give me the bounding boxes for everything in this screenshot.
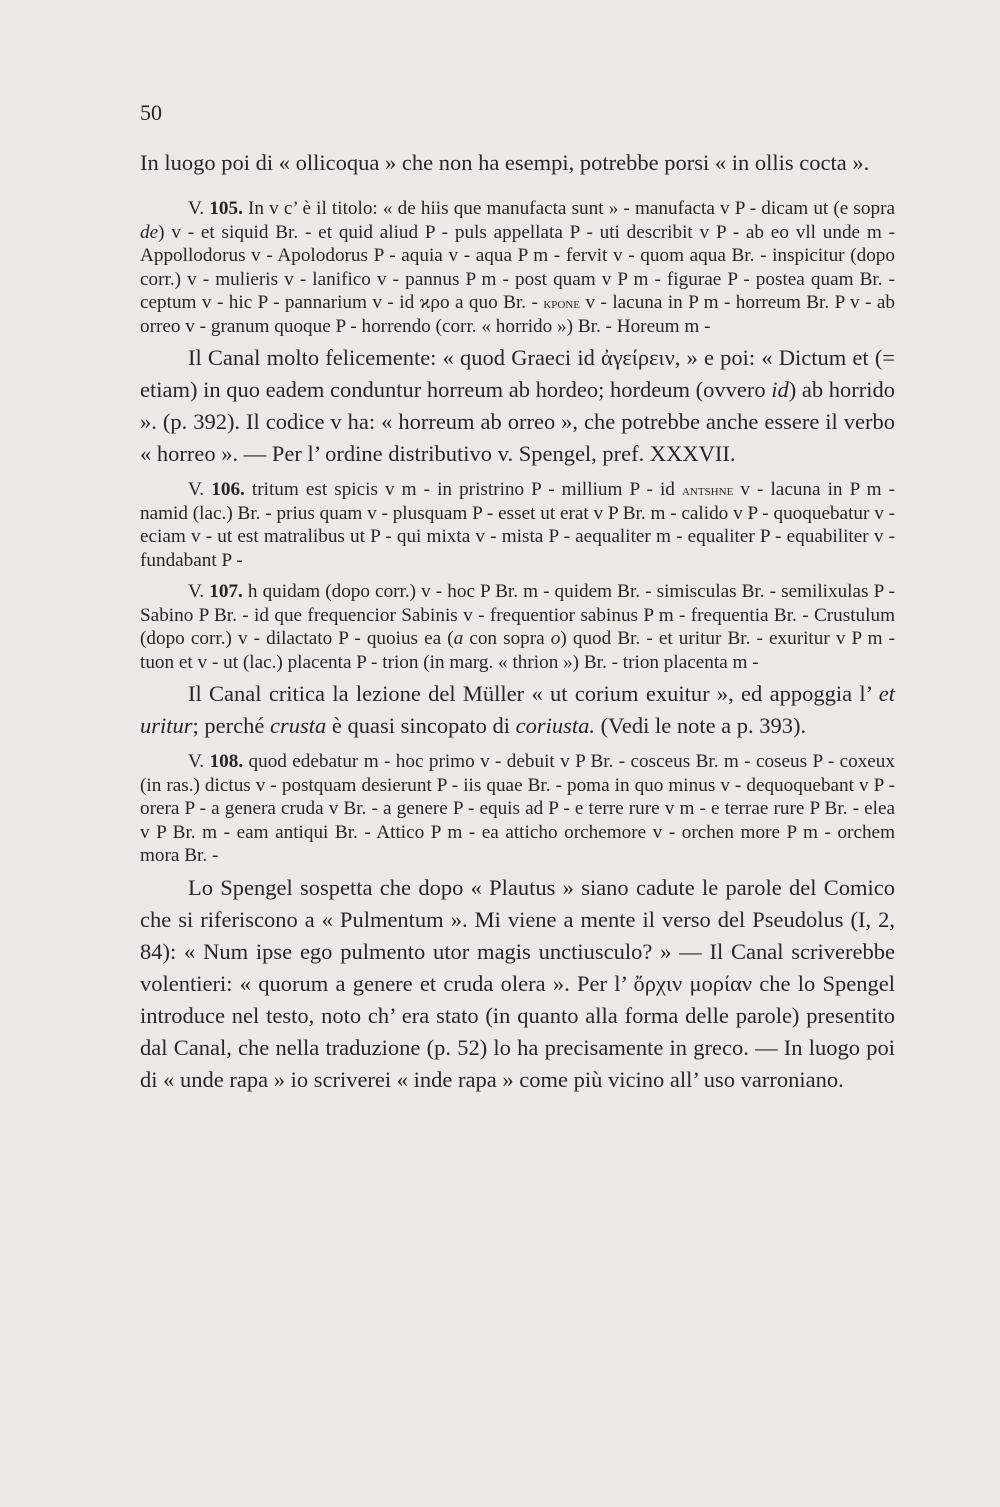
text-segment: ) ab horrido ». (p. 392). Il codice v ha: « horreum ab orreo », che potrebbe anche essere il verbo « horreo ». — Per l’ ordine distributivo v. Spengel, pref. XXXVII. [140,377,895,466]
verse-number: 105. [209,198,243,219]
text-segment: In v c’ è il titolo: « de hiis que manufacta sunt » - manufacta v P - dicam ut (e sopra [242,198,895,219]
verse-number: 107. [209,581,243,602]
note-v105 [140,197,895,338]
para-canal-muller [140,678,895,742]
para-ollicoqua [140,147,895,179]
text-segment: V. [188,479,212,500]
text-segment: coriusta. [515,713,595,738]
text-segment: V. [188,198,210,219]
text-segment: v - lacuna in P m - namid (lac.) Br. - prius quam v - plusquam P - esset ut erat v P Br. m - calido v P - quoquebatur v - eciam v - ut est matralibus ut P - qui mixta v - mista P - aequaliter m - equaliter P - equabiliter v - fundabant P - [140,479,895,571]
text-segment: ) quod Br. - et uritur Br. - exuritur v P m - tuon et v - ut (lac.) placenta P - trion (in marg. « thrion ») Br. - trion placenta m - [140,628,895,673]
text-segment: crusta [269,713,327,738]
text-segment: a [453,628,464,649]
text-segment: αντshne [681,480,734,499]
note-v107 [140,580,895,674]
text-segment: (Vedi le note a p. 393). [594,713,807,738]
text-segment: In luogo poi di « ollicoqua » che non ha esempi, potrebbe porsi « in ollis cocta ». [140,150,870,175]
text-segment: v - lacuna in P m - horreum Br. P v - ab orreo v - granum quoque P - horrendo (corr. « horrido ») Br. - Horeum m - [140,292,895,337]
para-canal-horreum [140,342,895,470]
text-segment: V. [188,581,210,602]
note-v106 [140,478,895,572]
text-column [140,147,895,1096]
text-segment: de [140,221,159,243]
text-segment: ; perché [192,713,270,738]
text-segment: quod edebatur m - hoc primo v - debuit v P Br. - cosceus Br. m - coseus P - coxeux (in ras.) dictus v - postquam desierunt P - iis quae Br. - poma in quo minus v - dequoquebant v P - orera P - a genera cruda v Br. - a genere P - equis ad P - e terre rure v m - e terrae rure P Br. - elea v P Br. m - eam antiqui Br. - Attico P m - ea atticho orchemore v - orchen more P m - orchem mora Br. - [140,751,895,866]
text-segment: h quidam (dopo corr.) v - hoc P Br. m - quidem Br. - simisculas Br. - semilixulas P - Sabino P Br. - id que frequencior Sabinis v - frequentior sabinus P m - frequentia Br. - Crustulum (dopo corr.) v - dilactato P - quoius ea ( [140,581,895,649]
verse-number: 108. [209,751,244,772]
text-segment: con sopra [463,628,551,649]
para-spengel [140,872,895,1096]
page-number: 50 [140,100,162,125]
note-v108 [140,750,895,868]
text-segment: et uritur [140,681,895,738]
text-segment: Il Canal molto felicemente: « quod Graeci id ἀγείρειν, » e poi: « Dictum et (= etiam) in quo eadem conduntur horreum ab hordeo; hordeum (ovvero [140,345,895,402]
text-segment: Lo Spengel sospetta che dopo « Plautus » siano cadute le parole del Comico che si riferiscono a « Pulmentum ». Mi viene a mente il verso del Pseudolus (I, 2, 84): « Num ipse ego pulmento utor magis unctiusculo? » — Il Canal scriverebbe volentieri: « quorum a genere et cruda olera ». Per l’ ὄρχιν μορίαν che lo Spengel introduce nel testo, noto ch’ era stato (in quanto alla forma delle parole) presentito dal Canal, che nella traduzione (p. 52) lo ha precisamente in greco. — In luogo poi di « unde rapa » io scriverei « inde rapa » come più vicino all’ uso varroniano. [140,874,895,1092]
text-segment: o [550,628,561,649]
text-segment: κρονε [543,293,581,312]
text-segment: V. [188,751,210,772]
text-segment: è quasi sincopato di [326,713,516,738]
text-segment: ) v - et siquid Br. - et quid aliud P - puls appellata P - uti describit v P - ab eo vll unde m - Appollodorus v - Apolodorus P - aquia v - aqua P m - fervit v - quom aqua Br. - inspicitur (dopo corr.) v - mulieris v - lanifico v - pannus P m - post quam v P m - figurae P - postea quam Br. - ceptum v - hic P - pannarium v - id ϰρο a quo Br. - [140,221,895,313]
text-segment: Il Canal critica la lezione del Müller « ut corium exuitur », ed appoggia l’ [188,681,879,706]
text-segment: id [771,377,789,402]
text-segment: tritum est spicis v m - in pristrino P - millium P - id [244,479,682,500]
verse-number: 106. [211,479,245,500]
